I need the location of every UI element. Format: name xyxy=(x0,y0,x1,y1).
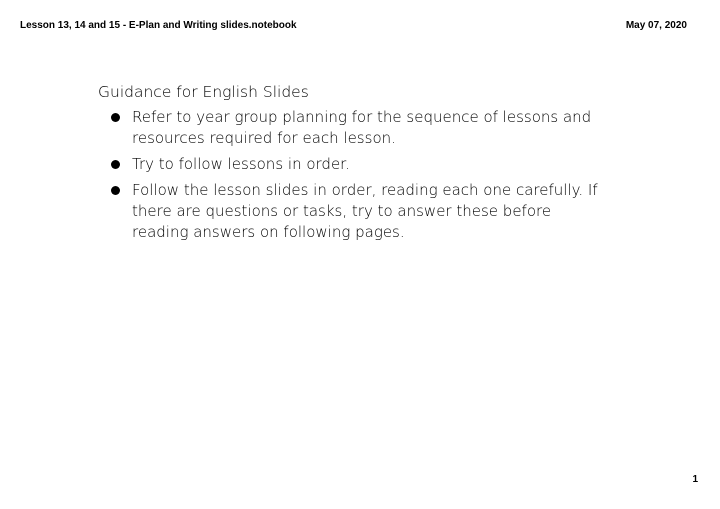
page-header xyxy=(20,20,687,34)
page-number: 1 xyxy=(692,474,698,485)
bullet-dot-icon xyxy=(111,160,120,169)
slide-content xyxy=(98,82,618,248)
bullet-dot-icon xyxy=(111,113,120,122)
bullet-text: Follow the lesson slides in order, reading each one carefully. If there are questions or tasks, try to answer these before reading answers on following pages. xyxy=(132,181,598,241)
bullet-dot-icon xyxy=(111,186,120,195)
list-item xyxy=(98,107,602,149)
bullet-text: Refer to year group planning for the sequence of lessons and resources required for each lesson. xyxy=(132,108,592,147)
bullet-text: Try to follow lessons in order. xyxy=(132,155,350,173)
document-title: Lesson 13, 14 and 15 - E-Plan and Writing slides.notebook xyxy=(20,20,297,31)
list-item xyxy=(98,180,602,243)
list-item xyxy=(98,154,602,175)
bullet-list xyxy=(98,107,618,243)
document-date: May 07, 2020 xyxy=(625,20,687,31)
slide-heading: Guidance for English Slides xyxy=(98,83,309,101)
